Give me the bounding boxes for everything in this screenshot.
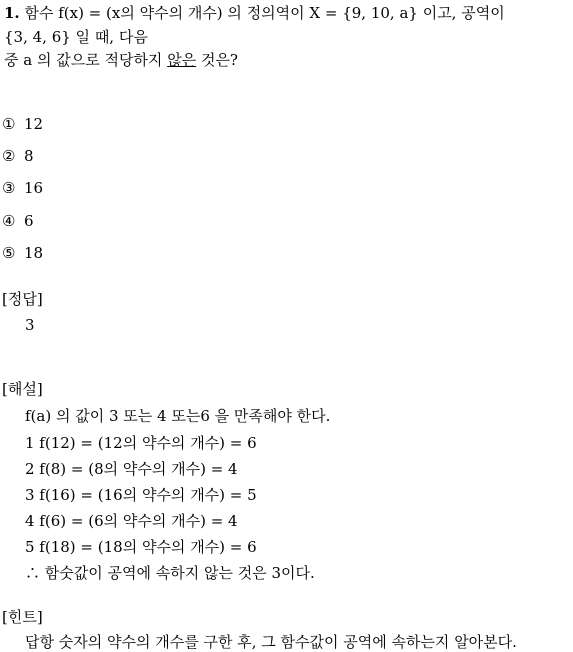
question-text-3b: 것은? <box>196 51 238 69</box>
question-line-1 <box>4 4 505 22</box>
choice-5-mark: ⑤ <box>2 244 16 262</box>
hint-label: [힌트] <box>2 608 43 626</box>
explanation-line: 4 f(6) = (6의 약수의 개수) = 4 <box>25 512 238 530</box>
choice-1[interactable] <box>2 115 43 133</box>
question-text-2: {3, 4, 6} 일 때, 다음 <box>4 28 148 46</box>
answer-value: 3 <box>25 316 35 334</box>
choice-1-value: 12 <box>24 115 44 133</box>
explanation-line: 2 f(8) = (8의 약수의 개수) = 4 <box>25 460 238 478</box>
choice-5-value: 18 <box>24 244 44 262</box>
explanation-line: 1 f(12) = (12의 약수의 개수) = 6 <box>25 434 257 452</box>
explanation-line: 5 f(18) = (18의 약수의 개수) = 6 <box>25 538 257 556</box>
explanation-conclusion: ∴ 함숫값이 공역에 속하지 않는 것은 3이다. <box>25 564 315 582</box>
choice-2-mark: ② <box>2 147 16 165</box>
choice-2-value: 8 <box>24 147 34 165</box>
question-text-1: 함수 f(x) = (x의 약수의 개수) 의 정의역이 X = {9, 10, a} 이고, 공역이 <box>24 4 505 22</box>
choice-3[interactable] <box>2 179 43 197</box>
explanation-label: [해설] <box>2 380 43 398</box>
choice-3-mark: ③ <box>2 179 16 197</box>
choice-3-value: 16 <box>24 179 44 197</box>
answer-label: [정답] <box>2 290 43 308</box>
question-number: 1. <box>4 4 20 22</box>
question-text-3a: 중 a 의 값으로 적당하지 <box>4 51 168 69</box>
hint-text: 답항 숫자의 약수의 개수를 구한 후, 그 함수값이 공역에 속하는지 알아본다. <box>25 633 517 651</box>
question-line-3 <box>4 51 238 69</box>
explanation-line: 3 f(16) = (16의 약수의 개수) = 5 <box>25 486 257 504</box>
choice-4-mark: ④ <box>2 212 16 230</box>
explanation-line: f(a) 의 값이 3 또는 4 또는6 을 만족해야 한다. <box>25 407 331 425</box>
choice-4[interactable] <box>2 212 34 230</box>
choice-5[interactable] <box>2 244 43 262</box>
choice-2[interactable] <box>2 147 34 165</box>
choice-1-mark: ① <box>2 115 16 133</box>
question-underlined-word: 않은 <box>167 51 197 69</box>
choice-4-value: 6 <box>24 212 34 230</box>
